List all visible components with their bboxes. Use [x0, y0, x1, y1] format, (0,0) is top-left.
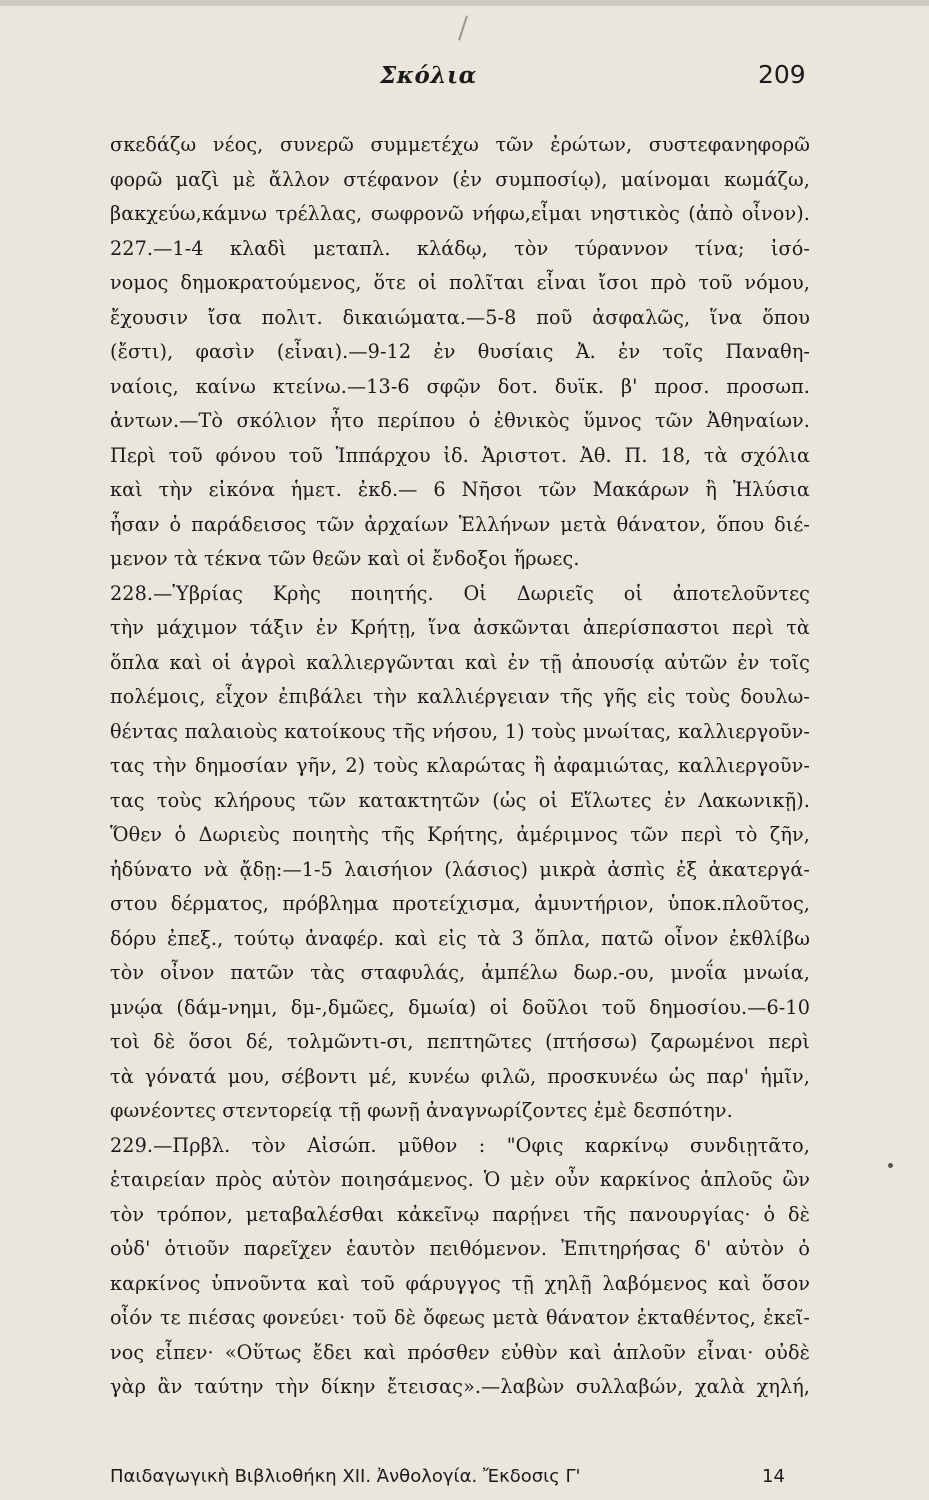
- text-line: τας τοὺς κλήρους τῶν κατακτητῶν (ὡς οἱ Εἵλωτες ἐν Λακωνικῇ).: [110, 788, 810, 812]
- text-line: θέντας παλαιοὺς κατοίκους τῆς νήσου, 1) τοὺς μνωίτας, καλλιεργοῦν-: [110, 719, 810, 743]
- text-line: τας τὴν δημοσίαν γῆν, 2) τοὺς κλαρώτας ἢ ἀφαμιώτας, καλλιεργοῦν-: [110, 754, 810, 777]
- text-line: καρκίνος ὑπνοῦντα καὶ τοῦ φάρυγγος τῇ χηλῇ λαβόμενος καὶ ὅσον: [110, 1271, 810, 1295]
- text-line: τὴν μάχιμον τάξιν ἐν Κρήτῃ, ἵνα ἀσκῶνται ἀπερίσπαστοι περὶ τὰ: [110, 616, 810, 639]
- text-line: ἑταιρείαν πρὸς αὐτὸν ποιησάμενος. Ὁ μὲν οὖν καρκίνος ἁπλοῦς ὢν: [110, 1168, 810, 1191]
- text-line: Περὶ τοῦ φόνου τοῦ Ἱππάρχου ἰδ. Ἀριστοτ. Ἀθ. Π. 18, τὰ σχόλια: [110, 443, 810, 467]
- pencil-mark: [458, 15, 468, 40]
- text-line: ἀντων.—Τὸ σκόλιον ἦτο περίπου ὁ ἐθνικὸς ὕμνος τῶν Ἀθηναίων.: [110, 409, 810, 432]
- text-line: 228.—Ὑβρίας Κρὴς ποιητής. Οἱ Δωριεῖς οἱ ἀποτελοῦντες: [110, 581, 810, 605]
- text-line: φωνέοντες στεντορείᾳ τῇ φωνῇ ἀναγνωρίζοντες ἐμὲ δεσπότην.: [110, 1099, 733, 1122]
- footer-sheet-number: 14: [762, 1466, 785, 1487]
- text-line: νος εἶπεν· «Οὕτως ἔδει καὶ πρόσθεν εὐθὺν καὶ ἁπλοῦν εἶναι· οὐδὲ: [110, 1340, 810, 1364]
- text-line: φορῶ μαζὶ μὲ ἄλλον στέφανον (ἐν συμποσίῳ), μαίνομαι κωμάζω,: [110, 167, 810, 191]
- text-line: τὸν οἶνον πατῶν τὰς σταφυλάς, ἀμπέλω δωρ.-ου, μνοΐα μνωία,: [110, 961, 810, 984]
- text-line: καὶ τὴν εἰκόνα ἡμετ. ἐκδ.— 6 Νῆσοι τῶν Μακάρων ἢ Ἠλύσια: [110, 478, 810, 501]
- text-line: ἔχουσιν ἴσα πολιτ. δικαιώματα.—5-8 ποῦ ἀσφαλῶς, ἵνα ὅπου: [110, 305, 810, 329]
- text-line: μενον τὰ τέκνα τῶν θεῶν καὶ οἱ ἔνδοξοι ἥρωες.: [110, 547, 580, 570]
- text-line: πολέμοις, εἶχον ἐπιβάλει τὴν καλλιέργειαν τῆς γῆς εἰς τοὺς δουλω-: [110, 685, 810, 708]
- ink-speck: [888, 1163, 893, 1168]
- text-line: δόρυ ἐπεξ., τούτῳ ἀναφέρ. καὶ εἰς τὰ 3 ὅπλα, πατῶ οἶνον ἐκθλίβω: [110, 926, 810, 950]
- text-line: 227.—1-4 κλαδὶ μεταπλ. κλάδῳ, τὸν τύραννον τίνα; ἰσό-: [110, 236, 810, 260]
- text-line: οἷόν τε πιέσας φονεύει· τοῦ δὲ ὄφεως μετὰ θάνατον ἐκταθέντος, ἐκεῖ-: [110, 1306, 810, 1329]
- text-line: νομος δημοκρατούμενος, ὅτε οἱ πολῖται εἶναι ἴσοι πρὸ τοῦ νόμου,: [110, 271, 810, 294]
- text-line: στου δέρματος, πρόβλημα προτείχισμα, ἀμυντήριον, ὑποκ.πλοῦτος,: [110, 892, 810, 915]
- scan-edge: [0, 0, 929, 6]
- text-line: σκεδάζω νέος, συνερῶ συμμετέχω τῶν ἐρώτων, συστεφανηφορῶ: [110, 133, 810, 156]
- text-line: ὅπλα καὶ οἱ ἀγροὶ καλλιεργῶνται καὶ ἐν τῇ ἀπουσίᾳ αὐτῶν ἐν τοῖς: [110, 650, 810, 674]
- text-line: γὰρ ἂν ταύτην τὴν δίκην ἔτεισας».—λαβὼν συλλαβών, χαλὰ χηλή,: [110, 1375, 810, 1398]
- text-line: μνῴα (δάμ-νημι, δμ-,δμῶες, δμωία) οἱ δοῦλοι τοῦ δημοσίου.—6-10: [110, 995, 810, 1019]
- text-line: Ὅθεν ὁ Δωριεὺς ποιητὴς τῆς Κρήτης, ἀμέριμνος τῶν περὶ τὸ ζῆν,: [110, 823, 810, 846]
- text-line: 229.—Πρβλ. τὸν Αἰσώπ. μῦθον : "Οφις καρκίνῳ συνδιῃτᾶτο,: [110, 1133, 810, 1157]
- footer-publication: Παιδαγωγικὴ Βιβλιοθήκη XII. Ἀνθολογία. Ἔκδοσις Γ': [110, 1466, 581, 1487]
- text-line: τὸν τρόπον, μεταβαλέσθαι κἀκεῖνῳ παρῄνει τῆς πανουργίας· ὁ δὲ: [110, 1202, 810, 1226]
- text-line: ναίοις, καίνω κτείνω.—13-6 σφῷν δοτ. δυϊκ. β' προσ. προσωπ.: [110, 374, 810, 398]
- text-line: τοὶ δὲ ὅσοι δέ, τολμῶντι-σι, πεπτηῶτες (πτήσσω) ζαρωμένοι περὶ: [110, 1030, 810, 1053]
- text-line: βακχεύω,κάμνω τρέλλας, σωφρονῶ νήφω,εἶμαι νηστικὸς (ἀπὸ οἶνον).: [110, 202, 810, 225]
- text-line: ἠδύνατο νὰ ᾄδῃ:—1-5 λαισήιον (λάσιος) μικρὰ ἀσπὶς ἐξ ἀκατεργά-: [110, 857, 810, 881]
- text-line: τὰ γόνατά μου, σέβοντι μέ, κυνέω φιλῶ, προσκυνέω ὡς παρ' ἡμῖν,: [110, 1064, 810, 1088]
- commentary-text: [110, 128, 810, 1405]
- page-number: 209: [758, 60, 806, 89]
- text-line: (ἔστι), φασὶν (εἶναι).—9-12 ἐν θυσίαις Ἀ. ἐν τοῖς Παναθη-: [110, 340, 810, 363]
- text-line: οὐδ' ὁτιοῦν παρεῖχεν ἑαυτὸν πειθόμενον. Ἐπιτηρήσας δ' αὐτὸν ὁ: [110, 1237, 810, 1260]
- running-header-title: Σκόλια: [380, 62, 477, 89]
- text-line: ἦσαν ὁ παράδεισος τῶν ἀρχαίων Ἑλλήνων μετὰ θάνατον, ὅπου διέ-: [110, 512, 810, 536]
